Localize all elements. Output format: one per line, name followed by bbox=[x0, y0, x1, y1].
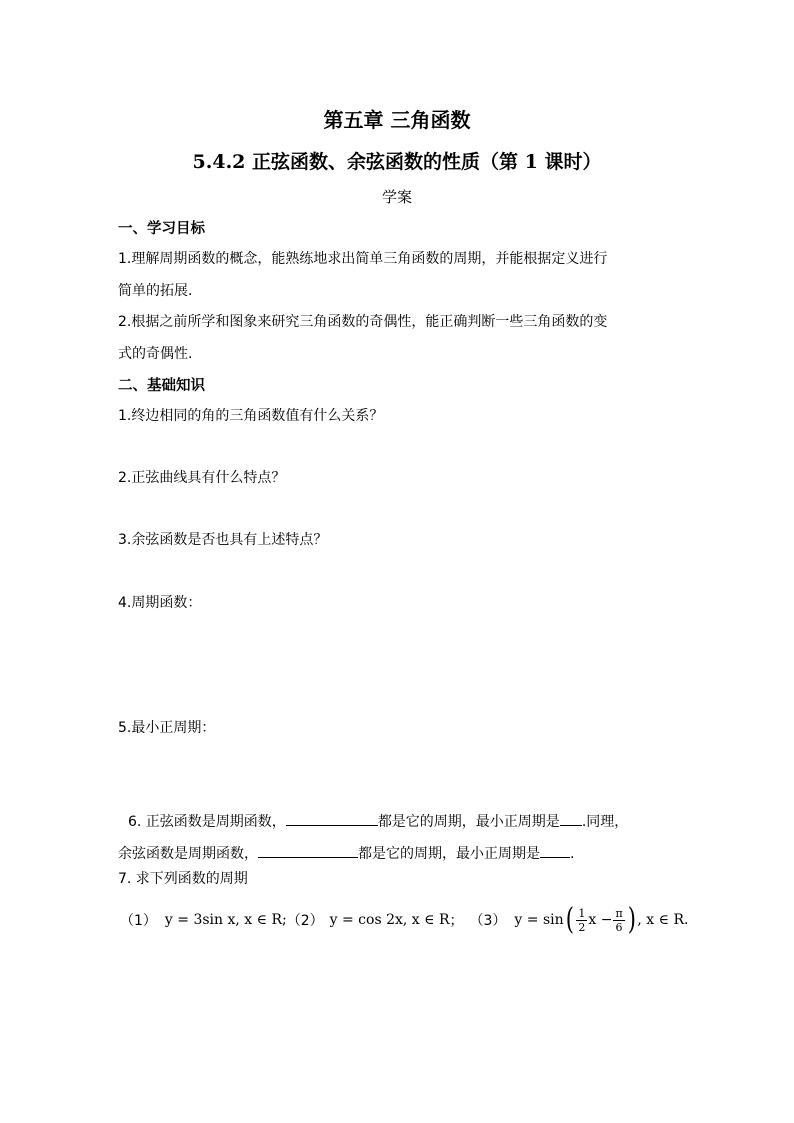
question-4: 4.周期函数： bbox=[118, 595, 202, 611]
q6-text-a: 6. 正弦函数是周期函数， bbox=[128, 814, 286, 830]
question-6-line-1 bbox=[128, 811, 628, 831]
q6-text-f: . bbox=[570, 846, 575, 862]
section-heading-objectives: 一、学习目标 bbox=[118, 221, 205, 237]
fraction-denominator: 2 bbox=[578, 920, 586, 934]
q7-part-1-number: （1） bbox=[120, 913, 157, 929]
fraction bbox=[576, 907, 587, 934]
q7-part-1-expression: y = 3sin x, x ∈ R; bbox=[164, 912, 287, 928]
q7-part-2-number: （2） bbox=[286, 913, 324, 929]
question-3: 3.余弦函数是否也具有上述特点？ bbox=[118, 532, 328, 548]
question-2: 2.正弦曲线具有什么特点？ bbox=[118, 470, 286, 486]
q7-part-3-prefix: y = sin bbox=[514, 912, 564, 928]
answer-blank[interactable] bbox=[560, 811, 582, 826]
objective-line-3: 2.根据之前所学和图象来研究三角函数的奇偶性，能正确判断一些三角函数的变 bbox=[118, 314, 608, 330]
objective-line-2: 简单的拓展. bbox=[118, 283, 193, 299]
objective-line-1: 1.理解周期函数的概念，能熟练地求出简单三角函数的周期，并能根据定义进行 bbox=[118, 251, 608, 267]
fraction bbox=[613, 907, 624, 934]
lesson-title: 5.4.2 正弦函数、余弦函数的性质（第 1 课时） bbox=[192, 151, 602, 173]
objective-line-4: 式的奇偶性. bbox=[118, 346, 193, 362]
question-6-line-2 bbox=[118, 843, 574, 863]
question-7-parts bbox=[120, 898, 688, 942]
q7-part-3-suffix: , x ∈ R. bbox=[637, 912, 689, 928]
q7-part-2-expression: y = cos 2x, x ∈ R bbox=[329, 912, 450, 928]
left-paren-icon: ( bbox=[565, 902, 574, 937]
q6-text-e: 都是它的周期，最小正周期是 bbox=[358, 846, 540, 862]
q6-text-b: 都是它的周期，最小正周期是 bbox=[377, 814, 560, 830]
question-7-label: 7. 求下列函数的周期 bbox=[118, 871, 248, 887]
q7-part-3-expression bbox=[514, 902, 689, 937]
q7-part-3-number: （3） bbox=[469, 913, 507, 929]
answer-blank[interactable] bbox=[258, 843, 358, 858]
fraction-numerator: 1 bbox=[578, 906, 586, 920]
answer-blank[interactable] bbox=[540, 843, 570, 858]
question-5: 5.最小正周期： bbox=[118, 720, 216, 736]
q7-separator: ； bbox=[449, 913, 464, 929]
q6-text-c: .同理， bbox=[581, 814, 629, 830]
fraction-numerator: π bbox=[615, 906, 623, 920]
right-paren-icon: ) bbox=[627, 902, 636, 937]
section-heading-basics: 二、基础知识 bbox=[118, 378, 205, 394]
q6-text-d: 余弦函数是周期函数， bbox=[118, 846, 258, 862]
q7-part-3-middle: x − bbox=[588, 912, 613, 928]
fraction-denominator: 6 bbox=[615, 920, 623, 934]
chapter-title: 第五章 三角函数 bbox=[323, 108, 471, 132]
answer-blank[interactable] bbox=[286, 811, 378, 826]
doc-type-label: 学案 bbox=[381, 188, 412, 206]
question-1: 1.终边相同的角的三角函数值有什么关系？ bbox=[118, 408, 384, 424]
